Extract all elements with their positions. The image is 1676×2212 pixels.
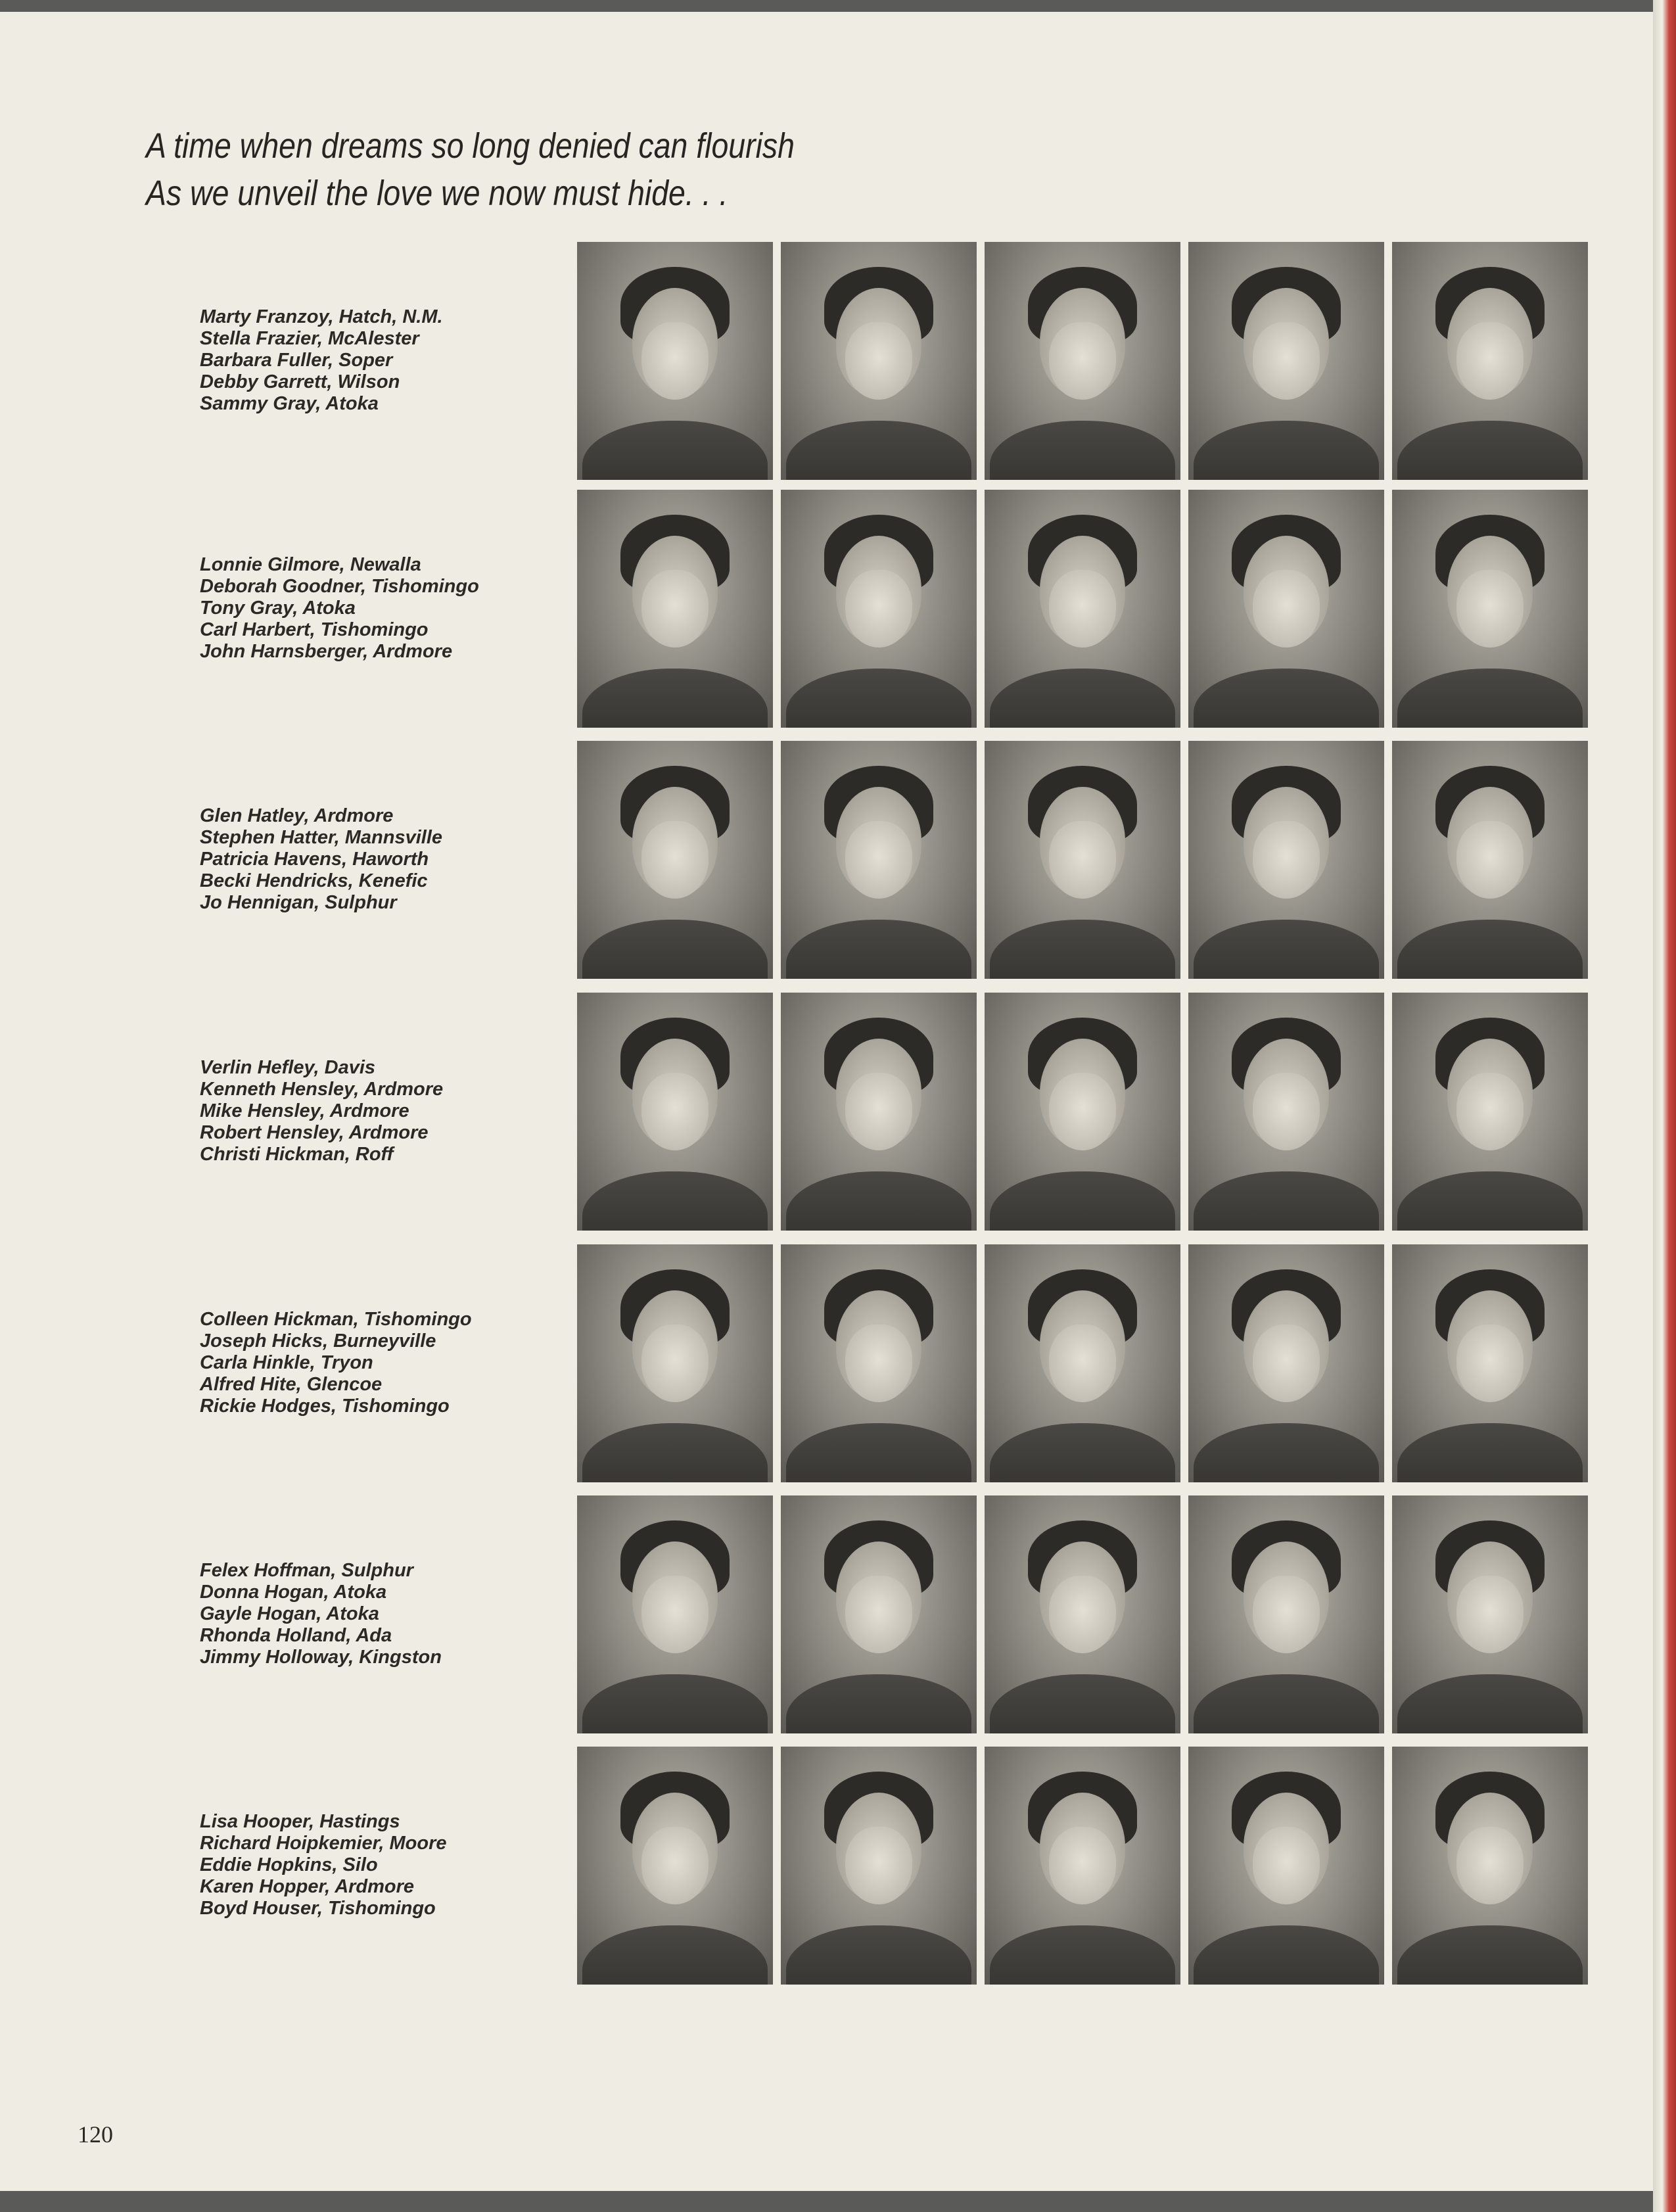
student-name: Joseph Hicks, Burneyville: [200, 1330, 436, 1352]
student-name: Kenneth Hensley, Ardmore: [200, 1079, 444, 1100]
portrait-strip: [577, 993, 1586, 1231]
portrait-face: [1049, 1576, 1116, 1653]
student-portrait: [1392, 741, 1588, 979]
portrait-strip: [577, 1495, 1586, 1733]
portrait-face: [845, 322, 912, 400]
portrait-shoulders: [1194, 1674, 1379, 1733]
portrait-shoulders: [1194, 669, 1379, 728]
student-portrait: [985, 1244, 1180, 1482]
portrait-shoulders: [1194, 920, 1379, 979]
name-list: [200, 1057, 568, 1165]
poem-line-2: As we unveil the love we now must hide. . .: [146, 174, 728, 213]
portrait-strip: [577, 490, 1586, 728]
portrait-face: [1456, 1827, 1524, 1904]
portrait-face: [1049, 821, 1116, 899]
portrait-face: [1456, 570, 1524, 647]
portrait-shoulders: [990, 669, 1175, 728]
student-portrait: [1188, 993, 1384, 1231]
portrait-face: [1253, 1073, 1320, 1150]
student-portrait: [1392, 1747, 1588, 1985]
portrait-shoulders: [1194, 1925, 1379, 1985]
portrait-face: [1049, 322, 1116, 400]
name-list: [200, 1560, 568, 1668]
student-name: Richard Hoipkemier, Moore: [200, 1833, 447, 1854]
portrait-face: [1049, 1073, 1116, 1150]
portrait-shoulders: [582, 1423, 768, 1482]
portrait-shoulders: [786, 1674, 971, 1733]
student-portrait: [781, 490, 977, 728]
portrait-shoulders: [990, 1171, 1175, 1231]
poem-line-1: A time when dreams so long denied can flourish: [146, 126, 795, 166]
poem-caption: [146, 122, 795, 217]
student-portrait: [577, 490, 773, 728]
student-name: Marty Franzoy, Hatch, N.M.: [200, 306, 443, 327]
portrait-shoulders: [1397, 920, 1583, 979]
student-name: Rickie Hodges, Tishomingo: [200, 1396, 450, 1417]
student-portrait: [577, 1244, 773, 1482]
portrait-face: [845, 1325, 912, 1402]
name-list: [200, 1309, 568, 1417]
portrait-face: [641, 1576, 709, 1653]
portrait-shoulders: [582, 1674, 768, 1733]
student-name: Felex Hoffman, Sulphur: [200, 1560, 413, 1581]
portrait-shoulders: [990, 1423, 1175, 1482]
portrait-row: [0, 490, 1653, 728]
student-name: Carla Hinkle, Tryon: [200, 1352, 373, 1373]
student-name: Jimmy Holloway, Kingston: [200, 1647, 442, 1668]
portrait-face: [641, 821, 709, 899]
student-name: Debby Garrett, Wilson: [200, 371, 400, 392]
portrait-shoulders: [1397, 669, 1583, 728]
student-portrait: [1188, 1495, 1384, 1733]
portrait-shoulders: [1397, 1171, 1583, 1231]
student-name: Mike Hensley, Ardmore: [200, 1100, 409, 1121]
portrait-face: [1456, 1325, 1524, 1402]
portrait-shoulders: [786, 920, 971, 979]
portrait-shoulders: [990, 1674, 1175, 1733]
portrait-shoulders: [1397, 1423, 1583, 1482]
student-name: Carl Harbert, Tishomingo: [200, 619, 429, 640]
portrait-shoulders: [582, 1171, 768, 1231]
portrait-face: [1253, 1325, 1320, 1402]
student-portrait: [781, 242, 977, 480]
student-portrait: [985, 490, 1180, 728]
student-portrait: [1188, 1747, 1384, 1985]
portrait-row: [0, 1747, 1653, 1985]
portrait-row: [0, 993, 1653, 1231]
portrait-shoulders: [786, 1171, 971, 1231]
portrait-face: [845, 1576, 912, 1653]
student-portrait: [1392, 242, 1588, 480]
student-portrait: [1188, 490, 1384, 728]
portrait-face: [1253, 322, 1320, 400]
portrait-face: [1456, 821, 1524, 899]
student-name: Colleen Hickman, Tishomingo: [200, 1309, 472, 1330]
portrait-face: [1456, 1576, 1524, 1653]
portrait-face: [641, 570, 709, 647]
name-list: [200, 805, 568, 914]
name-list: [200, 306, 568, 415]
portrait-shoulders: [582, 920, 768, 979]
student-name: Tony Gray, Atoka: [200, 598, 356, 619]
portrait-strip: [577, 741, 1586, 979]
student-portrait: [577, 1747, 773, 1985]
student-portrait: [985, 741, 1180, 979]
portrait-face: [641, 322, 709, 400]
student-name: Glen Hatley, Ardmore: [200, 805, 394, 826]
portrait-face: [1456, 1073, 1524, 1150]
name-list: [200, 1811, 568, 1919]
portrait-face: [845, 1827, 912, 1904]
page-number: 120: [78, 2121, 113, 2148]
student-portrait: [985, 242, 1180, 480]
portrait-shoulders: [1397, 1674, 1583, 1733]
student-portrait: [985, 993, 1180, 1231]
portrait-strip: [577, 1244, 1586, 1482]
portrait-row: [0, 741, 1653, 979]
student-portrait: [577, 741, 773, 979]
portrait-face: [1049, 1827, 1116, 1904]
student-name: Christi Hickman, Roff: [200, 1144, 394, 1165]
portrait-face: [1049, 1325, 1116, 1402]
portrait-row: [0, 1244, 1653, 1482]
student-portrait: [781, 1495, 977, 1733]
portrait-face: [1049, 570, 1116, 647]
student-portrait: [1392, 1495, 1588, 1733]
portrait-row: [0, 242, 1653, 480]
portrait-face: [1253, 821, 1320, 899]
portrait-shoulders: [990, 1925, 1175, 1985]
student-portrait: [781, 741, 977, 979]
student-portrait: [1188, 741, 1384, 979]
portrait-face: [1253, 570, 1320, 647]
student-name: John Harnsberger, Ardmore: [200, 641, 453, 662]
student-name: Boyd Houser, Tishomingo: [200, 1898, 436, 1919]
student-portrait: [1188, 1244, 1384, 1482]
portrait-face: [845, 821, 912, 899]
portrait-face: [641, 1073, 709, 1150]
student-portrait: [577, 1495, 773, 1733]
student-portrait: [985, 1495, 1180, 1733]
portrait-shoulders: [1194, 1171, 1379, 1231]
portrait-shoulders: [786, 669, 971, 728]
student-name: Becki Hendricks, Kenefic: [200, 870, 428, 891]
portrait-shoulders: [786, 1423, 971, 1482]
book-spine: [1653, 0, 1676, 2212]
student-name: Lonnie Gilmore, Newalla: [200, 554, 421, 575]
portrait-shoulders: [1194, 421, 1379, 480]
student-name: Barbara Fuller, Soper: [200, 350, 393, 371]
portrait-strip: [577, 242, 1586, 480]
portrait-shoulders: [582, 421, 768, 480]
portrait-shoulders: [786, 1925, 971, 1985]
portrait-face: [641, 1827, 709, 1904]
student-portrait: [985, 1747, 1180, 1985]
student-name: Sammy Gray, Atoka: [200, 393, 379, 414]
portrait-shoulders: [990, 920, 1175, 979]
portrait-shoulders: [786, 421, 971, 480]
portrait-shoulders: [1397, 421, 1583, 480]
student-portrait: [577, 242, 773, 480]
student-name: Jo Hennigan, Sulphur: [200, 892, 397, 913]
portrait-shoulders: [582, 669, 768, 728]
student-name: Patricia Havens, Haworth: [200, 849, 429, 870]
student-portrait: [781, 993, 977, 1231]
name-list: [200, 554, 568, 663]
student-name: Verlin Hefley, Davis: [200, 1057, 376, 1078]
student-name: Robert Hensley, Ardmore: [200, 1122, 429, 1143]
student-portrait: [577, 993, 773, 1231]
portrait-strip: [577, 1747, 1586, 1985]
student-name: Alfred Hite, Glencoe: [200, 1374, 383, 1395]
student-name: Lisa Hooper, Hastings: [200, 1811, 400, 1832]
portrait-shoulders: [582, 1925, 768, 1985]
portrait-face: [1456, 322, 1524, 400]
portrait-face: [845, 570, 912, 647]
student-name: Stella Frazier, McAlester: [200, 328, 419, 349]
student-portrait: [1392, 993, 1588, 1231]
portrait-face: [1253, 1827, 1320, 1904]
portrait-shoulders: [990, 421, 1175, 480]
portrait-row: [0, 1495, 1653, 1733]
portrait-shoulders: [1397, 1925, 1583, 1985]
student-portrait: [781, 1747, 977, 1985]
portrait-face: [1253, 1576, 1320, 1653]
student-portrait: [781, 1244, 977, 1482]
student-portrait: [1392, 1244, 1588, 1482]
student-portrait: [1392, 490, 1588, 728]
student-name: Donna Hogan, Atoka: [200, 1582, 387, 1603]
student-name: Eddie Hopkins, Silo: [200, 1854, 378, 1875]
student-name: Deborah Goodner, Tishomingo: [200, 576, 479, 597]
student-name: Stephen Hatter, Mannsville: [200, 827, 443, 848]
student-name: Rhonda Holland, Ada: [200, 1625, 392, 1646]
student-name: Karen Hopper, Ardmore: [200, 1876, 415, 1897]
student-portrait: [1188, 242, 1384, 480]
yearbook-page: [0, 12, 1653, 2191]
portrait-face: [845, 1073, 912, 1150]
portrait-shoulders: [1194, 1423, 1379, 1482]
student-name: Gayle Hogan, Atoka: [200, 1603, 379, 1624]
portrait-face: [641, 1325, 709, 1402]
